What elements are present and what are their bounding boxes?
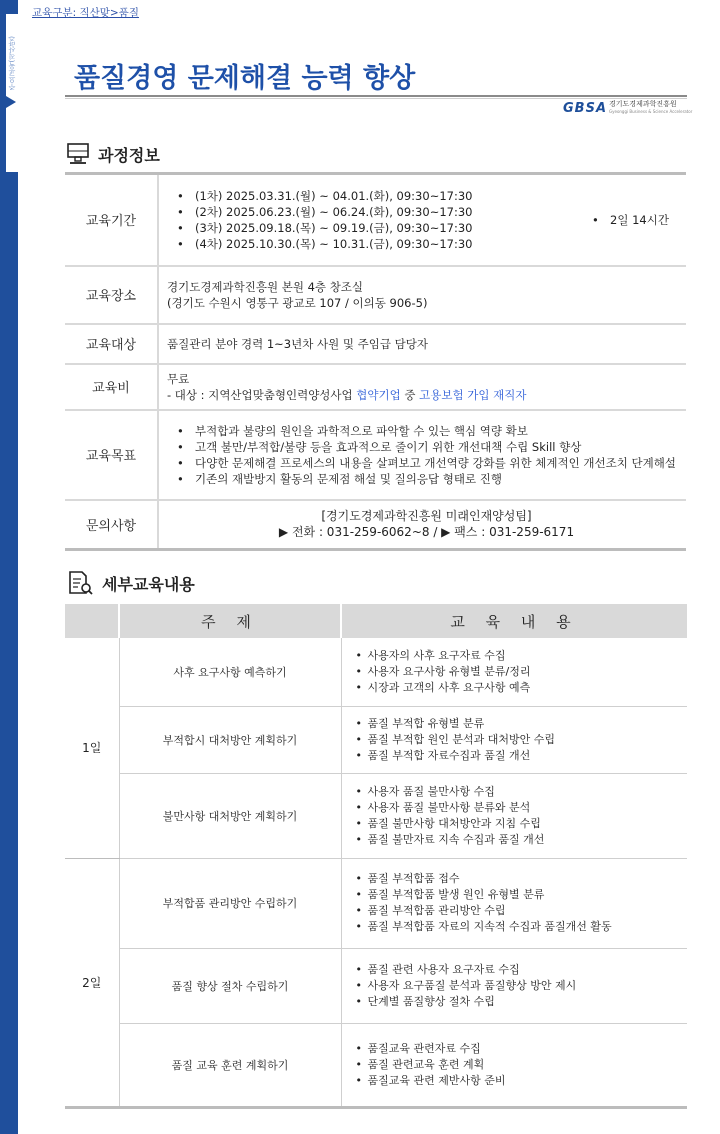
content-item: • 품질 부적합품 발생 원인 유형별 분류: [356, 887, 688, 903]
detail-heading-text: 세부교육내용: [102, 574, 195, 594]
topic-cell: 사후 요구사항 예측하기: [119, 638, 341, 706]
content-item: • 사용자의 사후 요구자료 수집: [356, 648, 688, 664]
period-duration-list: [582, 212, 669, 228]
content-item: • 품질 부적합 자료수집과 품질 개선: [356, 748, 688, 764]
period-label: 교육기간: [65, 174, 158, 266]
fee-highlight-company: 협약기업: [356, 387, 401, 402]
info-row-target: [65, 324, 686, 364]
page-title: 품질경영 문제해결 능력 향상: [74, 63, 416, 94]
content-item: • 단계별 품질향상 절차 수립: [356, 994, 688, 1010]
title-divider: [65, 95, 687, 97]
content-item: • 품질 불만사항 대처방안과 지침 수립: [356, 816, 688, 832]
topic-cell: 품질 향상 절차 수립하기: [119, 948, 341, 1023]
content-item: • 품질 부적합품 관리방안 수립: [356, 903, 688, 919]
period-session: • (2차) 2025.06.23.(월) ~ 06.24.(화), 09:30~17:30: [177, 204, 582, 220]
course-info-heading: [66, 142, 160, 166]
place-line2: (경기도 수원시 영통구 광교로 107 / 이의동 906-5): [167, 295, 428, 310]
period-session: • (4차) 2025.10.30.(목) ~ 10.31.(금), 09:30~17:30: [177, 236, 582, 252]
document-search-icon: [66, 569, 94, 597]
info-row-goal: [65, 410, 686, 500]
content-list: [356, 1041, 688, 1089]
detail-header-topic: 주 제: [119, 604, 341, 638]
table-row: [65, 948, 687, 1023]
period-session-list: [167, 188, 582, 252]
content-item: • 품질 부적합품 접수: [356, 871, 688, 887]
info-row-contact: [65, 500, 686, 550]
goal-item: • 기존의 재발방지 활동의 문제점 해설 및 질의응답 형태로 진행: [177, 471, 686, 487]
table-row: [65, 1023, 687, 1107]
place-line1: 경기도경제과학진흥원 본원 4층 창조실: [167, 279, 364, 294]
detail-table: [65, 604, 687, 1109]
breadcrumb[interactable]: 교육구분: 직산맞>품질: [32, 7, 139, 19]
period-duration: • 2일 14시간: [592, 212, 669, 228]
period-session: • (1차) 2025.03.31.(월) ~ 04.01.(화), 09:30~17:30: [177, 188, 582, 204]
content-item: • 사용자 요구사항 유형별 분류/정리: [356, 664, 688, 680]
period-session: • (3차) 2025.09.18.(목) ~ 09.19.(금), 09:30~17:30: [177, 220, 582, 236]
goal-item: • 다양한 문제해결 프로세스의 내용을 살펴보고 개선역량 강화를 위한 체계적인 개선조치 단계해설: [177, 455, 686, 471]
day-cell: 2일: [65, 858, 119, 1107]
content-cell: [341, 638, 687, 706]
table-row: [65, 638, 687, 706]
target-value: 품질관리 분야 경력 1~3년차 사원 및 주임급 담당자: [158, 324, 686, 364]
table-row: [65, 858, 687, 948]
target-label: 교육대상: [65, 324, 158, 364]
content-item: • 품질 불만자료 지속 수집과 품질 개선: [356, 832, 688, 848]
contact-value: [158, 500, 686, 550]
content-cell: [341, 773, 687, 858]
content-list: [356, 648, 688, 696]
logo-org-name: 경기도경제과학진흥원: [609, 100, 677, 108]
content-cell: [341, 948, 687, 1023]
monitor-icon: [66, 142, 90, 166]
period-value: [158, 174, 686, 266]
fee-value: [158, 364, 686, 410]
info-row-period: [65, 174, 686, 266]
topic-cell: 불만사항 대처방안 계획하기: [119, 773, 341, 858]
content-item: • 품질 관련 사용자 요구자료 수집: [356, 962, 688, 978]
fee-line1: 무료: [167, 371, 190, 386]
topic-cell: 부적합시 대처방안 계획하기: [119, 706, 341, 773]
content-list: [356, 962, 688, 1010]
content-list: [356, 871, 688, 935]
fee-line2: [167, 387, 686, 403]
content-item: • 품질교육 관련 제반사항 준비: [356, 1073, 688, 1089]
fee-target-mid: 중: [400, 387, 420, 402]
content-item: • 품질 부적합 원인 분석과 대처방안 수립: [356, 732, 688, 748]
detail-header-content: 교 육 내 용: [341, 604, 687, 638]
contact-label: 문의사항: [65, 500, 158, 550]
day-cell: 1일: [65, 638, 119, 858]
sidebar-tab-label: 주요교육(직산맞): [8, 36, 16, 91]
topic-cell: 품질 교육 훈련 계획하기: [119, 1023, 341, 1107]
course-info-heading-text: 과정정보: [98, 145, 160, 165]
sidebar-tab-pointer-icon: [6, 96, 16, 108]
sidebar-tab[interactable]: [6, 14, 20, 172]
content-item: • 시장과 고객의 사후 요구사항 예측: [356, 680, 688, 696]
content-item: • 사용자 요구품질 분석과 품질향상 방안 제시: [356, 978, 688, 994]
logo-org-english: Gyeonggi Business & Science Accelerator: [609, 109, 693, 114]
content-item: • 품질 관련교육 훈련 계획: [356, 1057, 688, 1073]
fee-highlight-insured: 고용보험 가입 재직자: [419, 387, 527, 402]
detail-header-row: [65, 604, 687, 638]
content-item: • 품질 부적합 유형별 분류: [356, 716, 688, 732]
content-item: • 사용자 품질 불만사항 수집: [356, 784, 688, 800]
contact-phone-fax: ▶ 전화 : 031-259-6062~8 / ▶ 팩스 : 031-259-6171: [278, 525, 575, 540]
info-row-fee: [65, 364, 686, 410]
contact-team: [경기도경제과학진흥원 미래인재양성팀]: [321, 509, 532, 524]
content-item: • 품질교육 관련자료 수집: [356, 1041, 688, 1057]
topic-cell: 부적합품 관리방안 수립하기: [119, 858, 341, 948]
goal-item: • 부적합과 불량의 원인을 과학적으로 파악할 수 있는 핵심 역량 확보: [177, 423, 686, 439]
content-cell: [341, 706, 687, 773]
table-row: [65, 773, 687, 858]
goal-list: [167, 423, 686, 487]
content-item: • 품질 부적합품 자료의 지속적 수집과 품질개선 활동: [356, 919, 688, 935]
course-info-table: [65, 172, 686, 551]
fee-target-prefix: - 대상 : 지역산업맞춤형인력양성사업: [167, 387, 357, 402]
gbsa-logo: [563, 100, 692, 116]
title-divider-light: [65, 98, 687, 99]
place-label: 교육장소: [65, 266, 158, 324]
info-row-place: [65, 266, 686, 324]
content-cell: [341, 1023, 687, 1107]
goal-value: [158, 410, 686, 500]
content-list: [356, 784, 688, 848]
logo-mark: GBSA: [563, 100, 608, 116]
fee-label: 교육비: [65, 364, 158, 410]
detail-header-day: [65, 604, 119, 638]
content-cell: [341, 858, 687, 948]
goal-label: 교육목표: [65, 410, 158, 500]
logo-org: [609, 100, 692, 116]
content-item: • 사용자 품질 불만사항 분류와 분석: [356, 800, 688, 816]
content-list: [356, 716, 688, 764]
goal-item: • 고객 불만/부적합/불량 등을 효과적으로 줄이기 위한 개선대책 수립 Skill 향상: [177, 439, 686, 455]
table-row: [65, 706, 687, 773]
detail-heading: [66, 569, 195, 597]
place-value: [158, 266, 686, 324]
